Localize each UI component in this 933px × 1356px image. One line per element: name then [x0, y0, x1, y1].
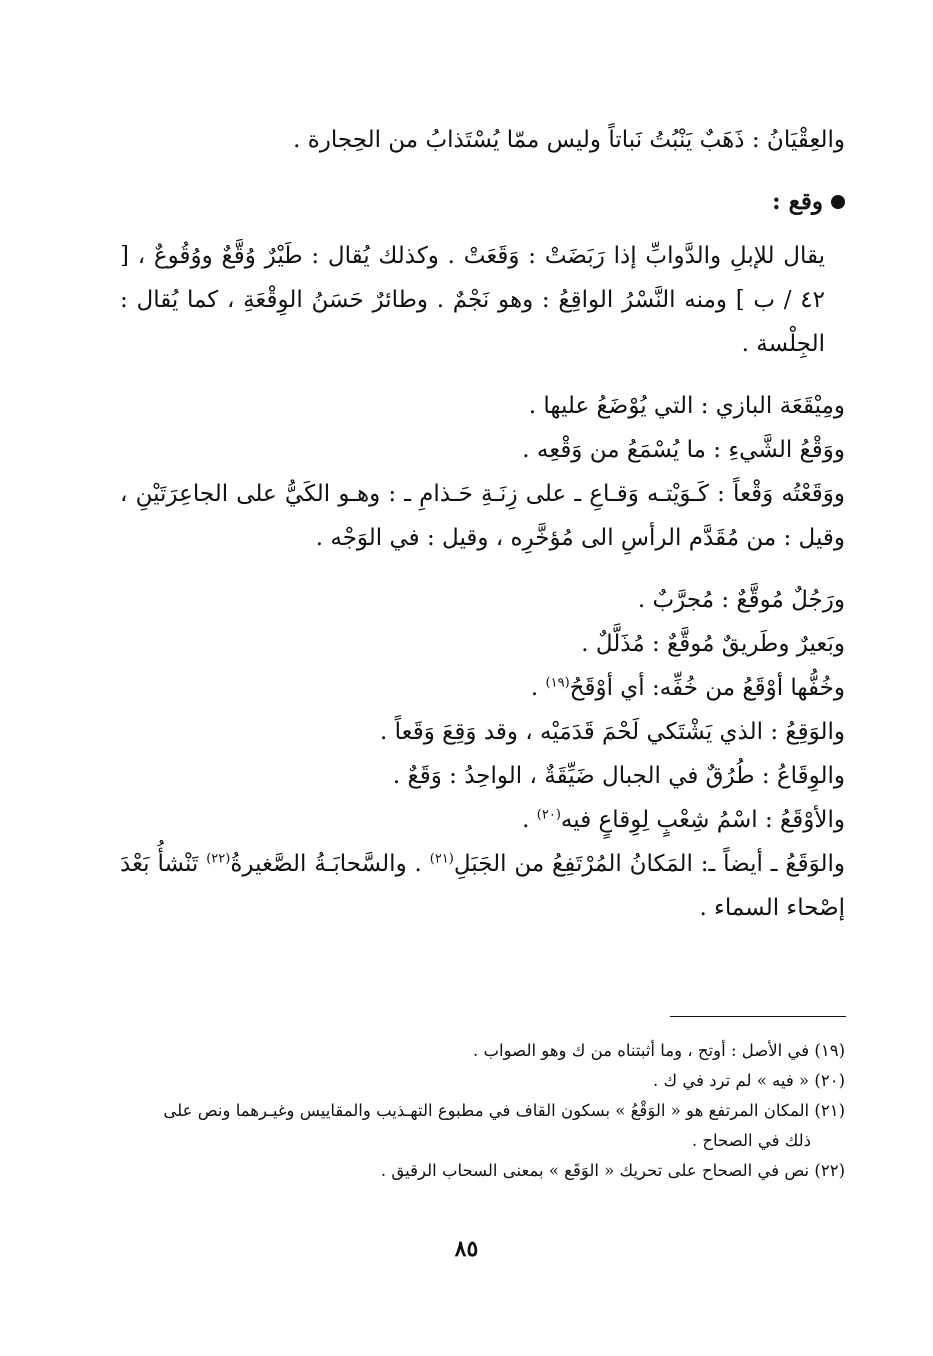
line-baeer: وبَعيرٌ وطَريقٌ مُوقَّعٌ : مُذَلَّلٌ .: [581, 631, 845, 657]
footnote-ref-19: (١٩): [545, 675, 570, 691]
footnote-divider: [670, 1016, 846, 1017]
line-last-text-b: . والسَّحابَـةُ الصَّغيرةُ: [230, 851, 430, 877]
entry-heading: [120, 180, 845, 224]
line-khuff-text: وخُفُّها أوْقَعُ من خُفِّه: أي أوْقَحُ: [569, 675, 845, 701]
footnote-21: (٢١) المكان المرتفع هو « الوَقْعُ » بسكون القاف في مطبوع التهـذيب والمقاييس وغيـرهما ونص على: [163, 1101, 845, 1120]
line-last-text-c: تَنْشأُ بَعْدَ إصْحاء السماء .: [120, 851, 845, 921]
footnotes: [118, 1036, 845, 1186]
page-number: ٨٥: [454, 1236, 479, 1262]
line-awqa-text: والأوْقَعُ : اسْمُ شِعْبٍ لِوِقاعٍ فيه: [560, 807, 845, 833]
line-waqi: والوَقِعُ : الذي يَشْتَكي لَحْمَ قَدَمَيْه ، وقد وَقِعَ وَقَعاً .: [380, 719, 845, 745]
line-mibqaa: ومِيْقَعَة البازي : التي يُوْضَعُ عليها .: [528, 393, 845, 419]
paragraph-2: ووَقَعْتُه وَقْعاً : كَـوَيْتـه وَقـاعِ ـ على زِنَـةِ حَـذامِ ـ : وهـو الكَيُّ على الجاعِرَتَيْنِ ، وقيل : من مُقَدَّم الرأسِ الى مُؤخَّرِه ، وقيل : في الوَجْه .: [120, 481, 845, 551]
bullet-icon: [831, 195, 845, 209]
line-khuff: [120, 666, 845, 710]
intro-line: والعِقْيَانُ : ذَهَبٌ يَنْبُتُ نَباتاً وليس ممّا يُسْتَذابُ من الحِجارة .: [293, 127, 845, 153]
line-awqa: [120, 798, 845, 842]
paragraph-last: [120, 842, 845, 930]
line-khuff-end: .: [530, 675, 546, 701]
main-text: [120, 118, 845, 930]
footnote-21-continued: ذلك في الصحاح .: [691, 1131, 811, 1150]
line-awqa-end: .: [522, 807, 537, 833]
footnote-20: (٢٠) « فيه » لم ترد في ك .: [652, 1071, 845, 1090]
footnote-22: (٢٢) نص في الصحاح على تحريك « الوَقَع » بمعنى السحاب الرقيق .: [380, 1161, 845, 1180]
footnote-ref-21: (٢١): [429, 851, 454, 867]
line-rajul: ورَجُلٌ مُوقَّعٌ : مُجرَّبٌ .: [637, 587, 845, 613]
footnote-ref-20: (٢٠): [536, 807, 561, 823]
paragraph-1: يقال للإبلِ والدَّوابِّ إذا رَبَضَتْ : وَقَعَتْ . وكذلك يُقال : طَيْرٌ وُقَّعٌ ووُقُوعٌ ، [ ٤٢ / ب ] ومنه النَّسْرُ الواقِعُ : وهو نَجْمٌ . وطائرٌ حَسَنُ الوِقْعَةِ ، كما يُقال : الجِلْسة .: [120, 243, 825, 357]
entry-heading-text: وقع :: [772, 188, 823, 215]
line-wiqaa: والوِقَاعُ : طُرُقٌ في الجبال ضَيِّقَةٌ ، الواحِدُ : وَقَعٌ .: [392, 763, 845, 789]
line-waqu-shay: ووَقْعُ الشَّيءِ : ما يُسْمَعُ من وَقْعِه .: [522, 437, 845, 463]
footnote-ref-22: (٢٢): [206, 851, 231, 867]
line-last-text-a: والوَقَعُ ـ أيضاً ـ: المَكانُ المُرْتَفِعُ من الجَبَلِ: [453, 851, 845, 877]
footnote-19: (١٩) في الأصل : أوتح ، وما أثبتناه من ك وهو الصواب .: [473, 1041, 845, 1060]
